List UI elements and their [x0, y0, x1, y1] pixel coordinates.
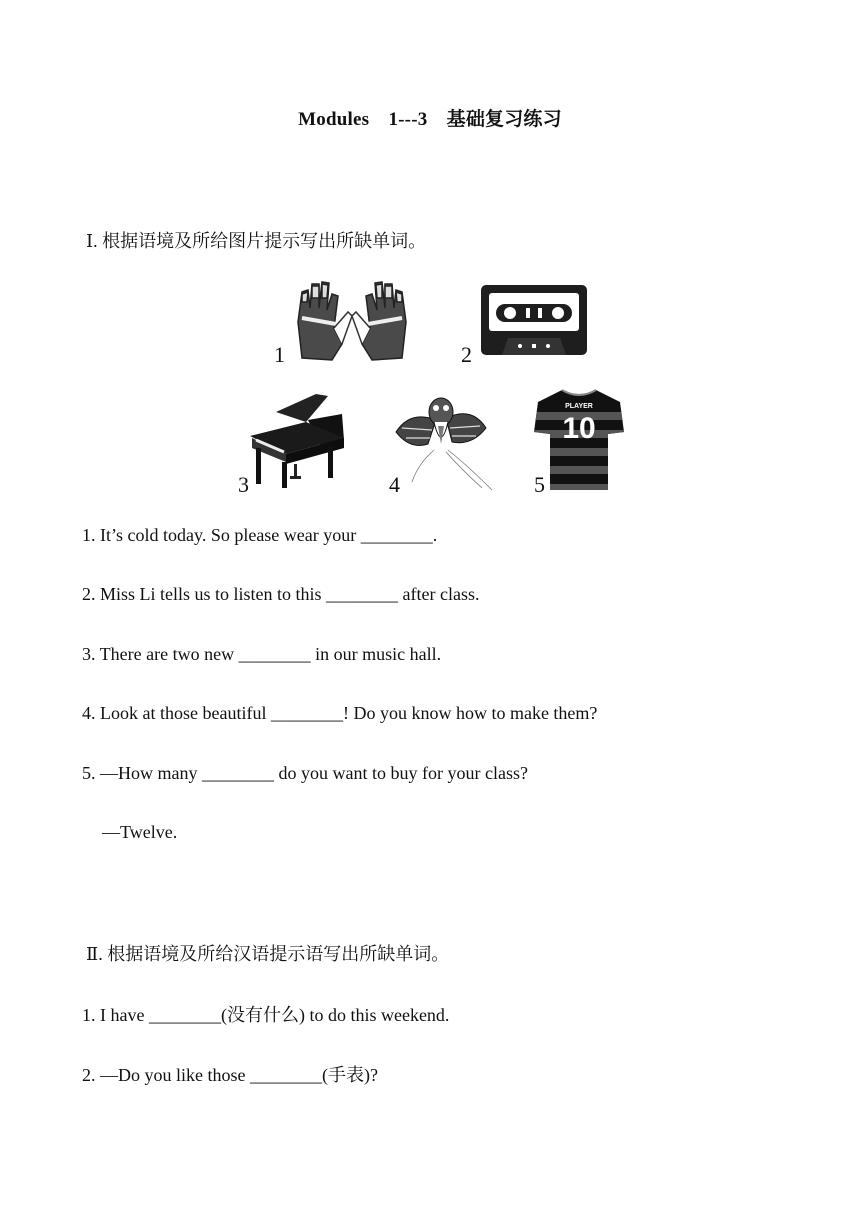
shirt-name-text: PLAYER	[565, 403, 593, 410]
kite-icon	[388, 392, 494, 492]
gloves-icon	[292, 278, 412, 362]
question-1-4: 4. Look at those beautiful ________! Do you know how to make them?	[82, 703, 598, 723]
question-1-2: 2. Miss Li tells us to listen to this ________ after class.	[82, 584, 480, 604]
cassette-tape-icon	[480, 284, 588, 356]
question-2-1: 1. I have ________(没有什么) to do this weekend.	[82, 1005, 450, 1025]
picture-number-2: 2	[461, 342, 472, 367]
piano-icon	[246, 392, 346, 490]
football-shirt-icon	[534, 386, 624, 492]
picture-number-4: 4	[389, 472, 400, 497]
question-1-5: 5. —How many ________ do you want to buy for your class?	[82, 763, 528, 783]
question-1-1: 1. It’s cold today. So please wear your ________.	[82, 525, 438, 545]
question-1-3: 3. There are two new ________ in our music hall.	[82, 644, 442, 664]
page-title: Modules 1---3 基础复习练习	[298, 109, 562, 130]
question-2-2: 2. —Do you like those ________(手表)?	[82, 1065, 378, 1085]
section-2-heading: Ⅱ. 根据语境及所给汉语提示语写出所缺单词。	[86, 944, 450, 964]
picture-number-5: 5	[534, 472, 545, 497]
picture-number-3: 3	[238, 472, 249, 497]
section-1-heading: Ⅰ. 根据语境及所给图片提示写出所缺单词。	[86, 231, 427, 251]
picture-number-1: 1	[274, 342, 285, 367]
shirt-number-text: 10	[562, 412, 596, 445]
question-1-5-answer: —Twelve.	[102, 822, 178, 842]
